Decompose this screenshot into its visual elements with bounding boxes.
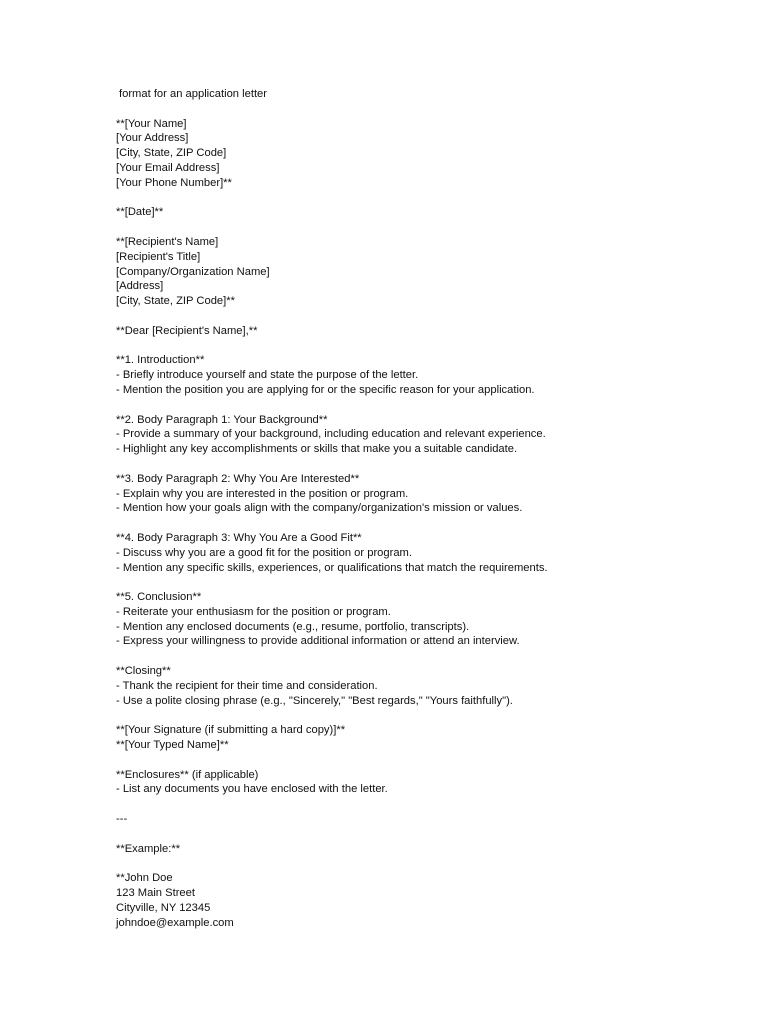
section-bullet: - Thank the recipient for their time and consideration. [116, 679, 378, 692]
spacer [116, 797, 736, 812]
spacer [116, 827, 736, 842]
example-name-line: **John Doe [116, 872, 173, 885]
spacer [116, 457, 736, 472]
enclosures-heading: **Enclosures** (if applicable) [116, 768, 259, 781]
sender-name-line: **[Your Name] [116, 117, 187, 130]
section-bullet: - Mention any enclosed documents (e.g., resume, portfolio, transcripts). [116, 620, 470, 633]
signature-block [116, 723, 736, 753]
sender-phone-line: [Your Phone Number]** [116, 176, 232, 189]
section-bullet: - Mention how your goals align with the company/organization's mission or values. [116, 502, 523, 515]
section-bullet: - Discuss why you are a good fit for the position or program. [116, 546, 412, 559]
section-bullet: - Explain why you are interested in the position or program. [116, 487, 409, 500]
spacer [116, 649, 736, 664]
separator-line: --- [116, 813, 128, 826]
spacer [116, 516, 736, 531]
enclosures-bullet: - List any documents you have enclosed with the letter. [116, 783, 388, 796]
date-line: **[Date]** [116, 206, 164, 219]
spacer [116, 220, 736, 235]
section-background [116, 413, 736, 457]
spacer [116, 708, 736, 723]
example-heading: **Example:** [116, 842, 181, 855]
recipient-address-line: [Address] [116, 280, 164, 293]
section-bullet: - Mention the position you are applying for or the specific reason for your application. [116, 383, 535, 396]
spacer [116, 575, 736, 590]
section-bullet: - Provide a summary of your background, including education and relevant experience. [116, 428, 546, 441]
recipient-title-line: [Recipient's Title] [116, 250, 201, 263]
document-title: format for an application letter [119, 88, 267, 100]
spacer [116, 309, 736, 324]
spacer [116, 339, 736, 354]
spacer [116, 398, 736, 413]
spacer [116, 191, 736, 206]
sender-email-line: [Your Email Address] [116, 161, 220, 174]
section-heading: **1. Introduction** [116, 354, 205, 367]
example-email-line: johndoe@example.com [116, 916, 234, 929]
section-bullet: - Use a polite closing phrase (e.g., "Sincerely," "Best regards," "Yours faithfully"). [116, 694, 513, 707]
sender-block [116, 117, 736, 191]
section-heading: **4. Body Paragraph 3: Why You Are a Good Fit** [116, 531, 362, 544]
section-bullet: - Highlight any key accomplishments or skills that make you a suitable candidate. [116, 443, 518, 456]
enclosures-block [116, 768, 736, 798]
section-heading: **3. Body Paragraph 2: Why You Are Interested** [116, 472, 360, 485]
section-interest [116, 472, 736, 516]
section-bullet: - Mention any specific skills, experiences, or qualifications that match the requirements. [116, 561, 548, 574]
recipient-city-line: [City, State, ZIP Code]** [116, 295, 235, 308]
spacer [116, 856, 736, 871]
section-closing [116, 664, 736, 708]
section-good-fit [116, 531, 736, 575]
typed-name-line: **[Your Typed Name]** [116, 739, 229, 752]
section-bullet: - Briefly introduce yourself and state the purpose of the letter. [116, 369, 419, 382]
spacer [116, 102, 736, 117]
signature-line: **[Your Signature (if submitting a hard copy)]** [116, 724, 346, 737]
section-bullet: - Reiterate your enthusiasm for the position or program. [116, 605, 391, 618]
sender-address-line: [Your Address] [116, 132, 189, 145]
sender-city-line: [City, State, ZIP Code] [116, 147, 227, 160]
section-bullet: - Express your willingness to provide additional information or attend an interview. [116, 635, 520, 648]
example-city-line: Cityville, NY 12345 [116, 901, 211, 914]
recipient-company-line: [Company/Organization Name] [116, 265, 270, 278]
section-heading: **2. Body Paragraph 1: Your Background** [116, 413, 328, 426]
recipient-name-line: **[Recipient's Name] [116, 235, 219, 248]
section-conclusion [116, 590, 736, 649]
section-introduction [116, 353, 736, 397]
letter-content [116, 87, 736, 930]
section-heading: **5. Conclusion** [116, 591, 202, 604]
spacer [116, 753, 736, 768]
salutation-line: **Dear [Recipient's Name],** [116, 324, 258, 337]
recipient-block [116, 235, 736, 309]
example-street-line: 123 Main Street [116, 887, 195, 900]
example-block [116, 871, 736, 930]
section-heading: **Closing** [116, 665, 171, 678]
